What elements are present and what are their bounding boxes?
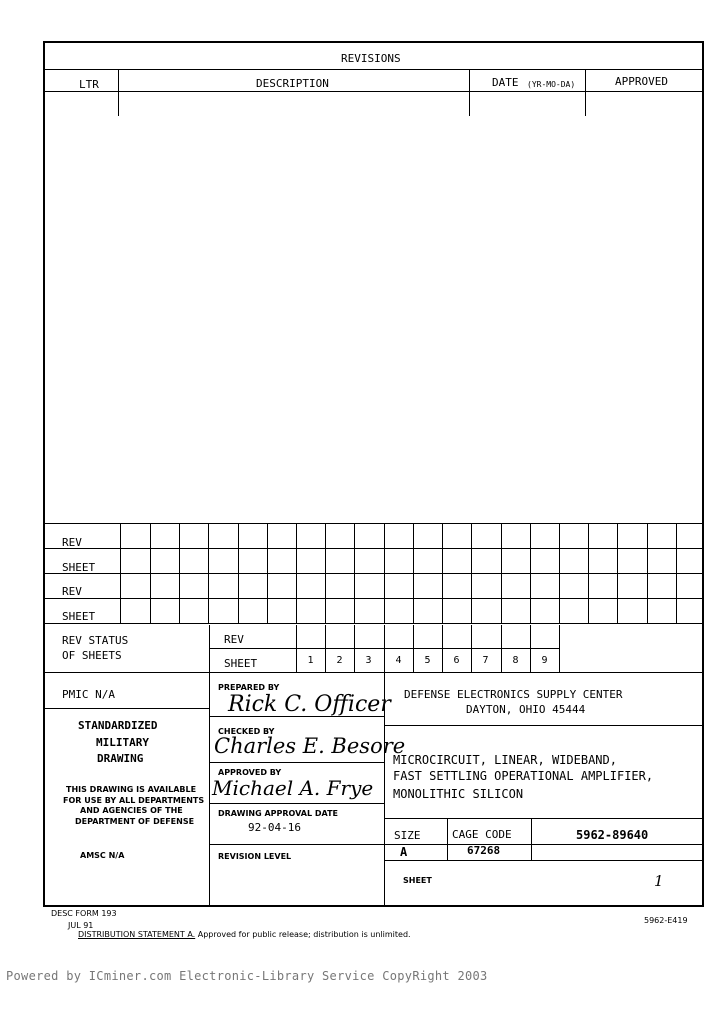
grid-vline	[588, 523, 589, 624]
sheet-number-4: 4	[395, 655, 402, 666]
grid-vline	[501, 523, 502, 624]
sheet-number-5: 5	[424, 655, 431, 666]
frame-left	[43, 41, 45, 906]
line-819-right	[384, 818, 703, 819]
revisions-line-1	[43, 69, 703, 70]
std-avail-4: DEPARTMENT OF DEFENSE	[75, 817, 195, 826]
grid-vline	[471, 523, 472, 624]
grid-vline	[647, 523, 648, 624]
grid-vline	[238, 523, 239, 624]
grid-hline	[43, 573, 703, 574]
rev-status-vline	[559, 625, 560, 672]
frame-bottom	[43, 905, 704, 907]
sheet-value: 1	[654, 872, 664, 890]
size-value: A	[400, 845, 408, 859]
drawing-number: 5962-89640	[576, 828, 649, 842]
grid-vline	[179, 523, 180, 624]
distribution-text: Approved for public release; distribution is unlimited.	[195, 930, 411, 939]
vline-210	[209, 625, 210, 906]
line-726-right	[384, 725, 703, 726]
form-number: DESC FORM 193	[51, 909, 117, 918]
title-line-3: MONOLITHIC SILICON	[393, 787, 524, 801]
line-845	[210, 844, 703, 845]
rev-col-ltr: LTR	[79, 78, 99, 91]
grid-vline	[413, 523, 414, 624]
doc-code: 5962-E419	[644, 916, 688, 925]
title-line-1: MICROCIRCUIT, LINEAR, WIDEBAND,	[393, 753, 617, 767]
line-804-mid	[210, 803, 384, 804]
cage-code-value: 67268	[467, 844, 501, 857]
agency-line-2: DAYTON, OHIO 45444	[466, 703, 586, 716]
grid-vline	[442, 523, 443, 624]
sheet-number-8: 8	[512, 655, 519, 666]
std-line-1: STANDARDIZED	[78, 719, 158, 732]
grid-vline	[617, 523, 618, 624]
grid-vline	[296, 523, 297, 624]
vline-532	[531, 818, 532, 861]
rev-status-sheet-label: SHEET	[224, 657, 258, 670]
grid-row-label-sheet-1: SHEET	[62, 561, 96, 574]
grid-row-label-sheet-2: SHEET	[62, 610, 96, 623]
sheet-number-2: 2	[336, 655, 343, 666]
rev-col-div-3	[585, 69, 586, 116]
rev-status-label-1: REV STATUS	[62, 634, 129, 647]
revision-level-label: REVISION LEVEL	[218, 852, 292, 861]
prepared-by-label: PREPARED BY	[218, 683, 280, 692]
std-avail-2: FOR USE BY ALL DEPARTMENTS	[63, 796, 205, 805]
rev-col-approved: APPROVED	[615, 75, 668, 88]
cage-code-label: CAGE CODE	[452, 828, 512, 841]
grid-vline	[267, 523, 268, 624]
amsc-label: AMSC N/A	[80, 851, 125, 860]
checked-signature: Charles E. Besore	[214, 734, 406, 758]
distribution-statement	[78, 930, 411, 939]
grid-vline	[208, 523, 209, 624]
sheet-number-3: 3	[365, 655, 372, 666]
line-861-right	[384, 860, 703, 861]
std-line-2: MILITARY	[96, 736, 149, 749]
frame-top	[43, 41, 703, 43]
line-672	[43, 672, 703, 673]
grid-vline	[354, 523, 355, 624]
title-line-2: FAST SETTLING OPERATIONAL AMPLIFIER,	[393, 769, 654, 783]
distribution-label: DISTRIBUTION STATEMENT A.	[78, 930, 196, 939]
rev-status-label-2: OF SHEETS	[62, 649, 122, 662]
footer-copyright: Powered by ICminer.com Electronic-Library Service CopyRight 2003	[6, 969, 488, 983]
grid-vline	[150, 523, 151, 624]
vline-448	[447, 818, 448, 861]
grid-hline	[43, 623, 703, 624]
grid-vline	[120, 523, 121, 624]
agency-line-1: DEFENSE ELECTRONICS SUPPLY CENTER	[404, 688, 623, 701]
sheet-number-6: 6	[453, 655, 460, 666]
grid-hline	[43, 598, 703, 599]
form-date: JUL 91	[68, 921, 94, 930]
size-label: SIZE	[394, 829, 421, 842]
approval-date-label: DRAWING APPROVAL DATE	[218, 809, 338, 818]
grid-hline	[43, 548, 703, 549]
std-line-3: DRAWING	[97, 752, 144, 765]
rev-col-div-2	[469, 69, 470, 116]
revisions-line-2	[43, 91, 703, 92]
grid-row-label-rev-2: REV	[62, 585, 82, 598]
rev-col-date: DATE	[492, 76, 519, 89]
grid-row-label-rev-1: REV	[62, 536, 82, 549]
prepared-signature: Rick C. Officer	[228, 692, 391, 717]
rev-col-description: DESCRIPTION	[256, 77, 329, 90]
grid-vline	[559, 523, 560, 624]
rev-col-date-format: (YR-MO-DA)	[527, 80, 576, 89]
std-avail-3: AND AGENCIES OF THE	[80, 806, 183, 815]
revisions-title: REVISIONS	[341, 52, 401, 65]
sheet-number-1: 1	[307, 655, 314, 666]
line-709-left	[43, 708, 210, 709]
grid-hline	[43, 523, 703, 524]
rev-status-rev-label: REV	[224, 633, 244, 646]
std-avail-1: THIS DRAWING IS AVAILABLE	[66, 785, 197, 794]
checked-by-label: CHECKED BY	[218, 727, 275, 736]
grid-vline	[530, 523, 531, 624]
approval-date: 92-04-16	[248, 821, 301, 834]
pmic-label: PMIC N/A	[62, 688, 115, 701]
grid-vline	[384, 523, 385, 624]
sheet-label: SHEET	[403, 876, 432, 885]
approved-signature: Michael A. Frye	[212, 776, 374, 800]
rev-col-div-1	[118, 69, 119, 116]
frame-right	[702, 41, 704, 906]
grid-vline	[325, 523, 326, 624]
sheet-number-9: 9	[541, 655, 548, 666]
grid-vline	[676, 523, 677, 624]
sheet-number-7: 7	[482, 655, 489, 666]
approved-by-label: APPROVED BY	[218, 768, 282, 777]
line-763-mid	[210, 762, 384, 763]
